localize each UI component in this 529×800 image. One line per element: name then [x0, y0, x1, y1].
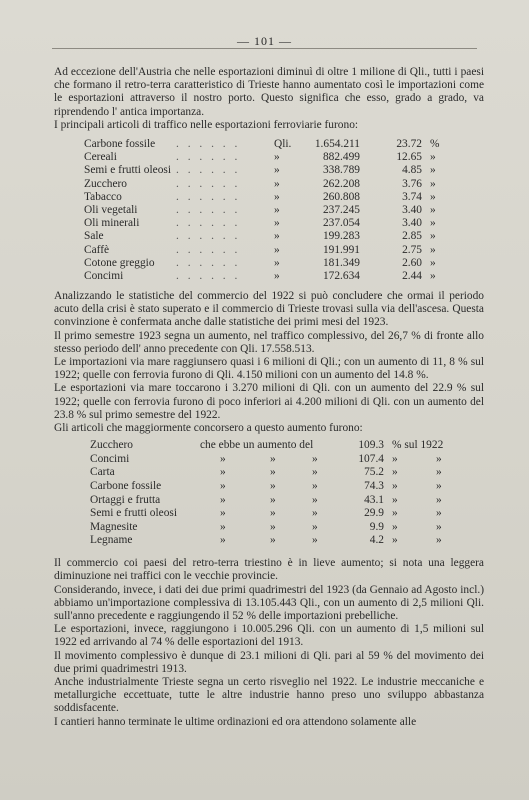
percent-cell: 2.85	[402, 230, 422, 243]
commodity-name: Tabacco	[84, 190, 122, 203]
ditto-mark: »	[436, 493, 442, 506]
commodity-name: Carbone fossile	[90, 480, 162, 493]
table-rail-exports	[54, 138, 484, 290]
table-row	[90, 466, 470, 479]
paragraph-first-semester: Il primo semestre 1923 segna un aumento, nel traffico complessivo, del 26,7 % di fronte allo stesso periodo dell' anno precedente con Qli. 17.558.513.	[54, 329, 484, 355]
percent-cell: 2.60	[402, 256, 422, 269]
unit-cell: »	[274, 256, 280, 269]
commodity-name: Ortaggi e frutta	[90, 493, 161, 506]
ditto-mark: »	[270, 493, 276, 506]
percent-unit: »	[430, 190, 436, 203]
ditto-mark: »	[220, 452, 226, 465]
paragraph-articles-increase: Gli articoli che maggiormente concorsero a questo aumento furono:	[54, 422, 363, 435]
unit-cell: »	[274, 177, 280, 190]
increase-value: 109.3	[358, 439, 384, 452]
ditto-mark: »	[312, 507, 318, 520]
header-rule	[52, 48, 477, 49]
leader-dots: . . . . . .	[176, 138, 241, 151]
leader-dots: . . . . . .	[176, 243, 241, 256]
percent-unit: %	[430, 138, 440, 151]
table-row	[90, 494, 470, 507]
ditto-mark: »	[270, 534, 276, 547]
percent-cell: 23.72	[396, 138, 422, 151]
percent-cell: 3.74	[402, 190, 422, 203]
quantity-cell: 199.283	[322, 230, 360, 243]
percent-cell: 2.75	[402, 243, 422, 256]
ditto-mark: »	[312, 466, 318, 479]
leader-dots: . . . . . .	[176, 230, 241, 243]
paragraph-exports: Le esportazioni via mare toccarono i 3.270 milioni di Qli. con un aumento del 22.9 % sul 1922; quelle con ferrovia furono di poco inferiori ai 4.200 milioni di Qli. con un aumento del 23.8 % sul primo semestre del 1922.	[54, 382, 484, 421]
leader-dots: . . . . . .	[176, 151, 241, 164]
commodity-name: Semi e frutti oleosi	[84, 164, 171, 177]
unit-cell: »	[274, 243, 280, 256]
increase-value: 9.9	[369, 520, 384, 533]
percent-unit: »	[430, 270, 436, 283]
unit-cell: Qli.	[274, 138, 292, 151]
unit-cell: »	[274, 204, 280, 217]
table-row	[84, 191, 454, 204]
increase-value: 43.1	[364, 493, 384, 506]
ditto-mark: »	[436, 507, 442, 520]
table-row	[84, 138, 454, 151]
paragraph-shipyards: I cantieri hanno terminate le ultime ordinazioni ed ora attendono solamente alle	[54, 715, 417, 728]
table-row	[84, 151, 454, 164]
table-row	[84, 257, 454, 270]
ditto-mark: »	[312, 480, 318, 493]
unit-cell: »	[274, 164, 280, 177]
table-row	[90, 439, 470, 452]
commodity-name: Carbone fossile	[84, 138, 156, 151]
percent-unit: »	[430, 230, 436, 243]
percent-cell: 2.44	[402, 270, 422, 283]
increase-value: 4.2	[369, 534, 384, 547]
paragraph-austria: Ad eccezione dell'Austria che nelle esportazioni diminuì di oltre 1 milione di Qli., tutti i paesi che formano il retro-terra caratteristico di Trieste hanno aumentato così le importazioni come le esportazioni attraverso il nostro porto. Questo significa che esso, grado a grado, va riprendendo l' antica importanza.	[54, 66, 484, 118]
percent-unit: »	[430, 256, 436, 269]
page-number: — 101 —	[237, 34, 292, 48]
ditto-mark: »	[270, 520, 276, 533]
leader-dots: . . . . . .	[176, 164, 241, 177]
commodity-name: Zucchero	[84, 177, 128, 190]
commodity-name: Concimi	[90, 452, 130, 465]
paragraph-total-movement: Il movimento complessivo è dunque di 23.1 milioni di Qli. pari al 59 % del movimento dei due primi quadrimestri 1913.	[54, 649, 484, 675]
ditto-mark: »	[392, 534, 398, 547]
increase-phrase: che ebbe un aumento del	[200, 439, 314, 452]
ditto-mark: »	[436, 534, 442, 547]
table-row	[84, 178, 454, 191]
ditto-mark: »	[220, 534, 226, 547]
unit-cell: »	[274, 190, 280, 203]
table-row	[84, 164, 454, 177]
commodity-name: Caffè	[84, 243, 110, 256]
paragraph-principal-articles: I principali articoli di traffico nelle esportazioni ferroviarie furono:	[54, 118, 359, 131]
paragraph-exports-total: Le esportazioni, invece, raggiungono i 10.005.296 Qli. con un aumento di 1,5 milioni sul 1922 ed arrivando al 74 % delle esportazioni del 1913.	[54, 623, 484, 649]
table-row	[90, 521, 470, 534]
table-row	[84, 230, 454, 243]
quantity-cell: 181.349	[322, 256, 360, 269]
table-row	[84, 244, 454, 257]
table-row	[84, 204, 454, 217]
ditto-mark: »	[220, 493, 226, 506]
commodity-name: Sale	[84, 230, 104, 243]
commodity-name: Carta	[90, 466, 115, 479]
commodity-name: Magnesite	[90, 520, 138, 533]
unit-cell: »	[274, 270, 280, 283]
ditto-mark: »	[270, 480, 276, 493]
table-row	[84, 217, 454, 230]
leader-dots: . . . . . .	[176, 217, 241, 230]
page-content	[54, 66, 484, 729]
ditto-mark: »	[392, 507, 398, 520]
ditto-mark: »	[220, 507, 226, 520]
percent-cell: 4.85	[402, 164, 422, 177]
commodity-name: Legname	[90, 534, 133, 547]
commodity-name: Zucchero	[90, 439, 134, 452]
ditto-mark: »	[312, 452, 318, 465]
paragraph-industry: Anche industrialmente Trieste segna un certo risveglio nel 1922. Le industrie meccaniche e metallurgiche eccettuate, tutte le altre industrie hanno preso uno sviluppo abbastanza soddisfacente.	[54, 676, 484, 715]
paragraph-statistics-1922: Analizzando le statistiche del commercio del 1922 si può concludere che ormai il periodo acuto della crisi è stato superato e il commercio di Trieste trovasi sulla via dell'ascesa. Questa convinzione è confermata anche dalle statistiche dei primi mesi del 1923.	[54, 290, 484, 329]
percent-unit: »	[430, 177, 436, 190]
increase-value: 75.2	[364, 466, 384, 479]
ditto-mark: »	[392, 493, 398, 506]
commodity-name: Concimi	[84, 270, 124, 283]
ditto-mark: »	[436, 520, 442, 533]
ditto-mark: »	[270, 507, 276, 520]
commodity-name: Cotone greggio	[84, 256, 155, 269]
commodity-name: Semi e frutti oleosi	[90, 507, 177, 520]
ditto-mark: »	[220, 466, 226, 479]
increase-value: 107.4	[358, 452, 384, 465]
leader-dots: . . . . . .	[176, 270, 241, 283]
paragraph-quadrimesters: Considerando, invece, i dati dei due primi quadrimestri del 1923 (da Gennaio ad Agosto incl.) abbiamo un'importazione complessiva di 13.105.443 Qli., con un aumento di 2,5 milioni Qli. sull'anno precedente e raggiungendo il 52 % delle importazioni prebelliche.	[54, 583, 484, 623]
quantity-cell: 262.208	[322, 177, 360, 190]
percent-cell: 3.76	[402, 177, 422, 190]
ditto-mark: »	[392, 466, 398, 479]
leader-dots: . . . . . .	[176, 190, 241, 203]
unit-cell: »	[274, 217, 280, 230]
table-row	[90, 507, 470, 520]
percent-cell: 3.40	[402, 204, 422, 217]
ditto-mark: »	[270, 466, 276, 479]
table-increase-articles	[54, 439, 484, 557]
quantity-cell: 882.499	[322, 151, 360, 164]
percent-cell: 12.65	[396, 151, 422, 164]
percent-unit: »	[430, 243, 436, 256]
increase-value: 29.9	[364, 507, 384, 520]
quantity-cell: 191.991	[322, 243, 360, 256]
ditto-mark: »	[392, 452, 398, 465]
commodity-name: Oli minerali	[84, 217, 140, 230]
leader-dots: . . . . . .	[176, 256, 241, 269]
percent-unit: »	[430, 217, 436, 230]
ditto-mark: »	[312, 493, 318, 506]
quantity-cell: 237.245	[322, 204, 360, 217]
quantity-cell: 172.634	[322, 270, 360, 283]
unit-cell: »	[274, 230, 280, 243]
percent-cell: 3.40	[402, 217, 422, 230]
paragraph-hinterland: Il commercio coi paesi del retro-terra triestino è in lieve aumento; si nota una leggera diminuzione nei traffici con le vecchie provincie.	[54, 557, 484, 583]
quantity-cell: 1.654.211	[314, 138, 360, 151]
commodity-name: Oli vegetali	[84, 204, 138, 217]
paragraph-imports: Le importazioni via mare raggiunsero quasi i 6 milioni di Qli.; con un aumento di 11, 8 % sul 1922; quelle con ferrovia furono di Qli. 4.150 milioni con un aumento del 14.8 %.	[54, 356, 484, 382]
leader-dots: . . . . . .	[176, 177, 241, 190]
ditto-mark: »	[392, 520, 398, 533]
table-row	[90, 534, 470, 547]
table-row	[90, 453, 470, 466]
quantity-cell: 338.789	[322, 164, 360, 177]
ditto-mark: »	[270, 452, 276, 465]
unit-cell: »	[274, 151, 280, 164]
quantity-cell: 260.808	[322, 190, 360, 203]
increase-value: 74.3	[364, 480, 384, 493]
ditto-mark: »	[436, 480, 442, 493]
percent-unit: »	[430, 164, 436, 177]
ditto-mark: »	[220, 520, 226, 533]
increase-unit: % sul 1922	[392, 439, 444, 452]
ditto-mark: »	[312, 534, 318, 547]
ditto-mark: »	[392, 480, 398, 493]
table-row	[90, 480, 470, 493]
percent-unit: »	[430, 151, 436, 164]
quantity-cell: 237.054	[322, 217, 360, 230]
leader-dots: . . . . . .	[176, 204, 241, 217]
ditto-mark: »	[436, 452, 442, 465]
ditto-mark: »	[436, 466, 442, 479]
ditto-mark: »	[220, 480, 226, 493]
table-row	[84, 270, 454, 283]
ditto-mark: »	[312, 520, 318, 533]
percent-unit: »	[430, 204, 436, 217]
commodity-name: Cereali	[84, 151, 117, 164]
